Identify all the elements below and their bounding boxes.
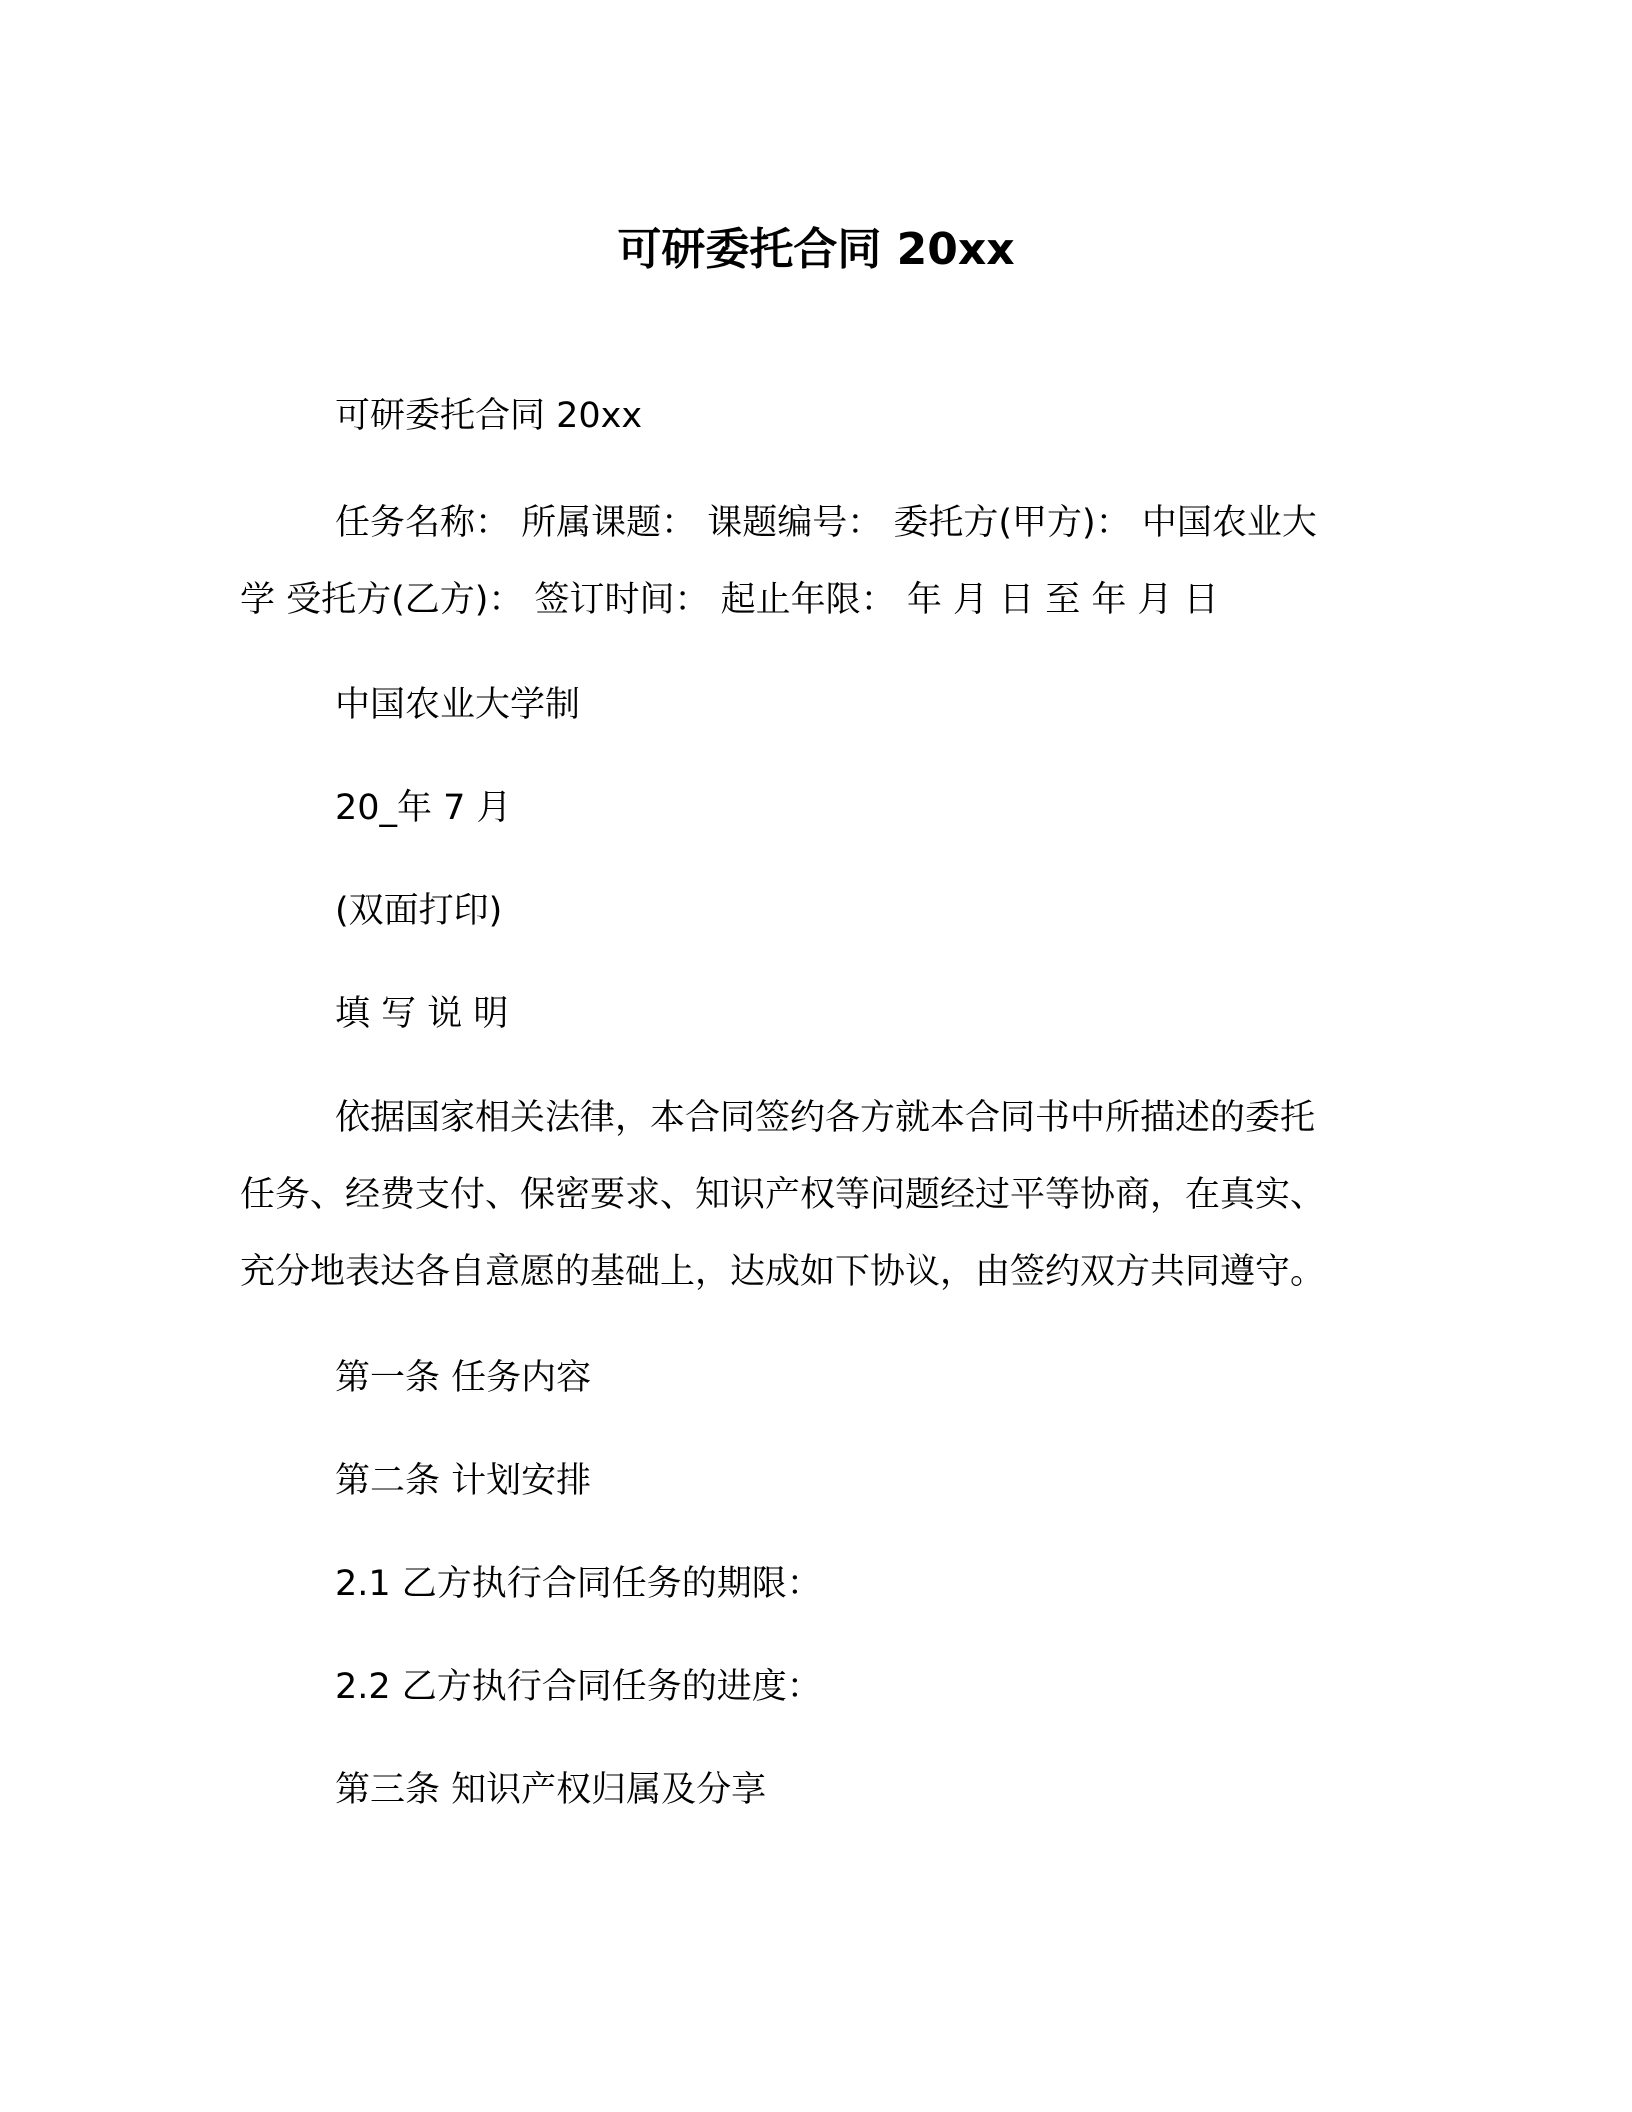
instructions-body-line-3: 充分地表达各自意愿的基础上，达成如下协议，由签约双方共同遵守。 — [240, 1252, 1326, 1292]
document-title: 可研委托合同 20xx — [617, 224, 1015, 275]
clause-2-2-paragraph: 2.2 乙方执行合同任务的进度： — [335, 1667, 822, 1707]
article-1-heading: 第一条 任务内容 — [335, 1358, 592, 1398]
date-paragraph: 20_年 7 月 — [335, 788, 512, 828]
article-3-heading: 第三条 知识产权归属及分享 — [335, 1770, 767, 1810]
article-2-heading: 第二条 计划安排 — [335, 1461, 592, 1501]
print-note-paragraph: (双面打印) — [335, 891, 503, 931]
clause-2-1-paragraph: 2.1 乙方执行合同任务的期限： — [335, 1564, 822, 1604]
maker-paragraph: 中国农业大学制 — [335, 685, 581, 725]
contract-fields-line-1: 任务名称： 所属课题： 课题编号： 委托方(甲方)： 中国农业大 — [335, 503, 1317, 543]
instructions-body-paragraph — [240, 1080, 1396, 1311]
instructions-body-line-1: 依据国家相关法律，本合同签约各方就本合同书中所描述的委托 — [335, 1098, 1316, 1138]
contract-fields-paragraph — [240, 485, 1396, 639]
instructions-heading: 填 写 说 明 — [335, 994, 509, 1034]
subtitle-paragraph: 可研委托合同 20xx — [335, 396, 643, 436]
contract-fields-line-2: 学 受托方(乙方)： 签订时间： 起止年限： 年 月 日 至 年 月 日 — [240, 580, 1219, 620]
instructions-body-line-2: 任务、经费支付、保密要求、知识产权等问题经过平等协商，在真实、 — [240, 1175, 1326, 1215]
